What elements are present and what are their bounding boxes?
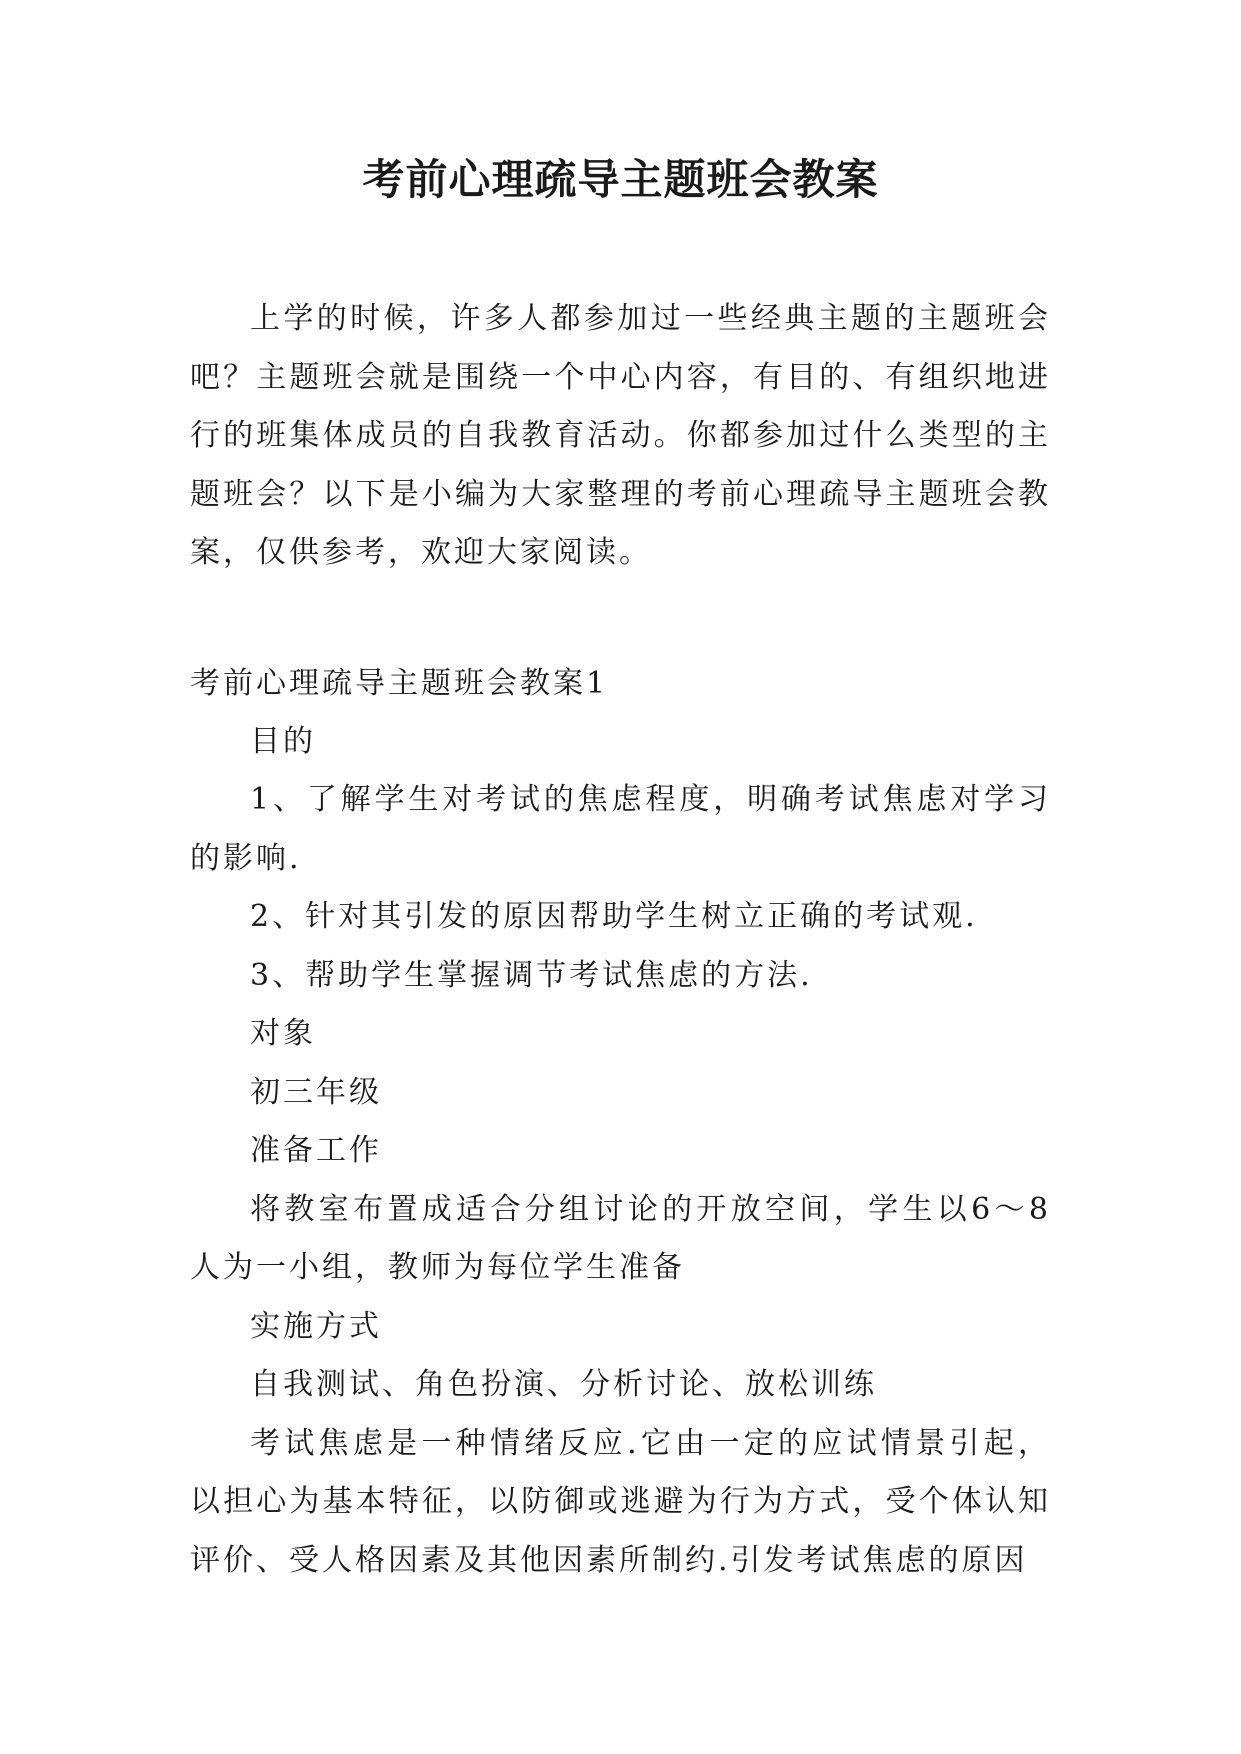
method-text: 自我测试、角色扮演、分析讨论、放松训练: [250, 1367, 877, 1402]
heading-preparation: 准备工作: [250, 1133, 382, 1168]
anxiety-paragraph: 考试焦虑是一种情绪反应.它由一定的应试情景引起，以担心为基本特征，以防御或逃避为行为方式，受个体认知评价、受人格因素及其他因素所制约.引发考试焦虑的原因: [190, 1425, 1051, 1578]
section-heading: 考前心理疏导主题班会教案1: [190, 665, 609, 701]
audience-value: 初三年级: [250, 1074, 382, 1110]
purpose-item-1: 1、了解学生对考试的焦虑程度，明确考试焦虑对学习的影响.: [190, 782, 1051, 876]
purpose-item-3: 3、帮助学生掌握调节考试焦虑的方法.: [250, 957, 813, 993]
purpose-item-2: 2、针对其引发的原因帮助学生树立正确的考试观.: [250, 899, 978, 934]
document-body: [190, 290, 1051, 1590]
heading-purpose: 目的: [250, 723, 316, 759]
intro-paragraph: 上学的时候，许多人都参加过一些经典主题的主题班会吧？主题班会就是围绕一个中心内容，有目的、有组织地进行的班集体成员的自我教育活动。你都参加过什么类型的主题班会？以下是小编为大家整理的考前心理疏导主题班会教案，仅供参考，欢迎大家阅读。: [190, 301, 1051, 570]
heading-method: 实施方式: [250, 1308, 382, 1344]
heading-audience: 对象: [250, 1016, 316, 1051]
document-title: 考前心理疏导主题班会教案: [362, 155, 879, 204]
preparation-text: 将教室布置成适合分组讨论的开放空间，学生以6～8人为一小组，教师为每位学生准备: [190, 1191, 1051, 1285]
